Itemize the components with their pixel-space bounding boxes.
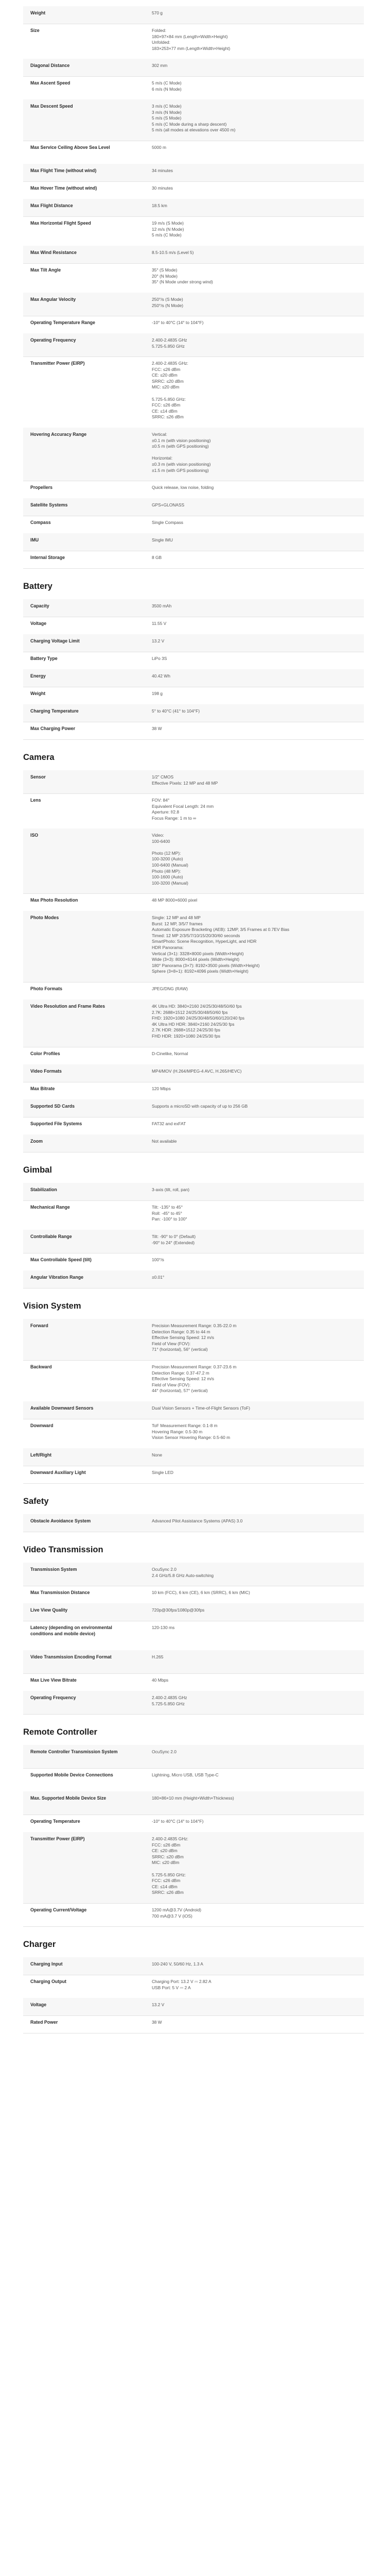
spec-row-operating-frequency	[23, 333, 364, 357]
spec-value: 302 mm	[152, 63, 168, 68]
spec-row-operating-temperature-range	[23, 316, 364, 334]
spec-label: Voltage	[30, 621, 47, 626]
spec-label: Max Horizontal Flight Speed	[30, 221, 91, 226]
spec-row-forward	[23, 1319, 364, 1361]
spec-value: 38 W	[152, 726, 162, 731]
section-title-charger: Charger	[23, 1940, 56, 1949]
spec-value: 35° (S Mode) 20° (N Mode) 35° (N Mode under strong wind)	[152, 267, 213, 285]
spec-row-stabilization	[23, 1183, 364, 1201]
spec-label: Supported File Systems	[30, 1121, 82, 1126]
spec-value: Precision Measurement Range: 0.35-22.0 m Detection Range: 0.35 to 44 m Effective Sensing Speed: 12 m/s Field of View (FOV): 71° (horizontal), 56° (vertical)	[152, 1323, 237, 1352]
spec-label: Max Hover Time (without wind)	[30, 185, 97, 191]
spec-label: Controllable Range	[30, 1234, 72, 1239]
spec-label: Operating Frequency	[30, 1695, 76, 1700]
spec-label: Max Ascent Speed	[30, 80, 71, 86]
spec-row-diagonal-distance	[23, 59, 364, 77]
section-title-camera: Camera	[23, 753, 55, 762]
spec-value: 10 km (FCC), 6 km (CE), 6 km (SRRC), 6 km (MIC)	[152, 1590, 250, 1595]
spec-label: Weight	[30, 10, 46, 15]
spec-value: Single: 12 MP and 48 MP Burst: 12 MP, 3/5/7 frames Automatic Exposure Bracketing (AEB): 12MP, 3/5 Frames at 0.7EV Bias Timed: 12 MP 2/3/5/7/10/15/20/30/60 seconds SmartPhoto: Scene Recognition, HyperLight, and HDR HDR Panorama: Vertical (3×1): 3328×8000 pixels (Width×Height) Wide (3×3): 8000×6144 pixels (Width×Height) 180° Panorama (3×7): 8192×3500 pixels (Width×Height) Sphere (3×8+1): 8192×4096 pixels (Width×Height)	[152, 915, 290, 974]
spec-label: Propellers	[30, 485, 53, 490]
spec-label: Supported SD Cards	[30, 1104, 75, 1109]
spec-label: Downward Auxiliary Light	[30, 1470, 86, 1475]
spec-value: 5 m/s (C Mode) 6 m/s (N Mode)	[152, 80, 182, 92]
spec-label: Video Transmission Encoding Format	[30, 1654, 112, 1659]
spec-row-satellite-systems	[23, 498, 364, 516]
spec-label: Angular Vibration Range	[30, 1275, 83, 1280]
spec-value: 3-axis (tilt, roll, pan)	[152, 1187, 190, 1192]
spec-value: 40 Mbps	[152, 1677, 169, 1683]
spec-value: 4K Ultra HD: 3840×2160 24/25/30/48/50/60 fps 2.7K: 2688×1512 24/25/30/48/50/60 fps FHD: 1920×1080 24/25/30/48/50/60/120/240 fps 4K Ultra HD HDR: 3840×2160 24/25/30 fps 2.7K HDR: 2688×1512 24/25/30 fps FHD HDR: 1920×1080 24/25/30 fps	[152, 1004, 244, 1039]
spec-label: Compass	[30, 520, 51, 525]
spec-value: Not available	[152, 1139, 177, 1144]
spec-label: Max Transmission Distance	[30, 1590, 90, 1595]
spec-label: Transmitter Power (EIRP)	[30, 361, 85, 366]
spec-row-battery-type	[23, 652, 364, 670]
spec-value: OcuSync 2.0	[152, 1749, 177, 1754]
spec-row-charging-voltage-limit	[23, 634, 364, 652]
spec-row-available-downward-sensors	[23, 1401, 364, 1419]
section-title-vision-system: Vision System	[23, 1301, 81, 1311]
spec-row-charging-output	[23, 1975, 364, 1998]
spec-label: Max Service Ceiling Above Sea Level	[30, 145, 110, 150]
spec-label: Forward	[30, 1323, 48, 1328]
spec-value: 2.400-2.4835 GHz: FCC: ≤26 dBm CE: ≤20 dBm SRRC: ≤20 dBm MIC: ≤20 dBm 5.725-5.850 GHz: FCC: ≤26 dBm CE: ≤14 dBm SRRC: ≤26 dBm	[152, 1836, 188, 1895]
spec-label: Obstacle Avoidance System	[30, 1518, 91, 1523]
spec-label: Max. Supported Mobile Device Size	[30, 1795, 107, 1801]
spec-label: Supported Mobile Device Connections	[30, 1772, 113, 1777]
spec-row-downward	[23, 1419, 364, 1449]
spec-label: Weight	[30, 691, 46, 696]
spec-row-max-supported-mobile-device-size	[23, 1791, 364, 1815]
spec-value: 3500 mAh	[152, 603, 172, 608]
spec-value: 11.55 V	[152, 621, 167, 626]
spec-value: H.265	[152, 1654, 164, 1659]
spec-label: Max Flight Time (without wind)	[30, 168, 97, 173]
spec-label: Energy	[30, 673, 46, 679]
spec-label: Stabilization	[30, 1187, 57, 1192]
spec-value: OcuSync 2.0 2.4 GHz/5.8 GHz Auto-switching	[152, 1567, 214, 1578]
spec-value: 2.400-2.4835 GHz: FCC: ≤26 dBm CE: ≤20 dBm SRRC: ≤20 dBm MIC: ≤20 dBm 5.725-5.850 GHz: FCC: ≤26 dBm CE: ≤14 dBm SRRC: ≤26 dBm	[152, 361, 188, 420]
spec-value: -10° to 40°C (14° to 104°F)	[152, 1819, 204, 1824]
spec-row-operating-current-voltage	[23, 1903, 364, 1927]
spec-row-weight	[23, 6, 364, 24]
spec-value: 8 GB	[152, 555, 162, 560]
spec-row-left-right	[23, 1448, 364, 1466]
spec-label: Charging Output	[30, 1979, 66, 1984]
spec-label: Max Charging Power	[30, 726, 76, 731]
spec-row-obstacle-avoidance-system	[23, 1514, 364, 1532]
spec-value: 34 minutes	[152, 168, 173, 173]
spec-row-charging-input	[23, 1957, 364, 1975]
spec-row-transmitter-power-eirp	[23, 1832, 364, 1904]
spec-label: Lens	[30, 798, 41, 803]
spec-row-max-descent-speed	[23, 99, 364, 141]
spec-label: Backward	[30, 1364, 52, 1369]
spec-label: Remote Controller Transmission System	[30, 1749, 118, 1754]
spec-label: Zoom	[30, 1139, 43, 1144]
spec-row-angular-vibration-range	[23, 1270, 364, 1289]
spec-row-operating-frequency	[23, 1691, 364, 1715]
spec-value: ToF Measurement Range: 0.1-8 m Hovering Range: 0.5-30 m Vision Sensor Hovering Range: 0.5-60 m	[152, 1423, 231, 1440]
spec-value: Single LED	[152, 1470, 173, 1475]
spec-row-compass	[23, 516, 364, 534]
spec-row-transmission-system	[23, 1563, 364, 1586]
spec-label: Max Tilt Angle	[30, 267, 61, 273]
spec-row-photo-formats	[23, 982, 364, 1000]
spec-value: 13.2 V	[152, 2002, 165, 2007]
spec-label: Video Resolution and Frame Rates	[30, 1004, 105, 1009]
spec-row-supported-mobile-device-connections	[23, 1768, 364, 1792]
spec-label: Internal Storage	[30, 555, 65, 560]
spec-value: 100-240 V, 50/60 Hz, 1.3 A	[152, 1961, 203, 1967]
spec-value: MP4/MOV (H.264/MPEG-4 AVC, H.265/HEVC)	[152, 1069, 242, 1074]
spec-value: GPS+GLONASS	[152, 502, 185, 507]
spec-row-weight	[23, 687, 364, 705]
spec-label: Max Live View Bitrate	[30, 1677, 77, 1683]
spec-label: ISO	[30, 833, 39, 838]
spec-label: Charging Input	[30, 1961, 63, 1967]
spec-value: Tilt: -135° to 45° Roll: -45° to 45° Pan: -100° to 100°	[152, 1205, 187, 1222]
spec-row-color-profiles	[23, 1047, 364, 1065]
spec-value: 3 m/s (C Mode) 3 m/s (N Mode) 5 m/s (S Mode) 5 m/s (C Mode during a sharp descent) 5 m/s (all modes at elevations over 4500 m)	[152, 104, 236, 133]
spec-label: Sensor	[30, 774, 46, 779]
spec-label: Battery Type	[30, 656, 58, 661]
spec-row-operating-temperature	[23, 1815, 364, 1833]
spec-value: Video: 100-6400 Photo (12 MP): 100-3200 (Auto) 100-6400 (Manual) Photo (48 MP): 100-1600 (Auto) 100-3200 (Manual)	[152, 833, 188, 886]
spec-value: Lightning, Micro USB, USB Type-C	[152, 1772, 219, 1777]
spec-value: FAT32 and exFAT	[152, 1121, 186, 1126]
spec-row-max-service-ceiling-above-sea-level	[23, 141, 364, 164]
spec-value: LiPo 3S	[152, 656, 167, 661]
spec-row-max-ascent-speed	[23, 76, 364, 100]
spec-row-video-resolution-and-frame-rates	[23, 999, 364, 1047]
spec-row-max-flight-time-without-wind	[23, 164, 364, 182]
spec-label: Operating Temperature Range	[30, 320, 95, 325]
spec-row-video-formats	[23, 1064, 364, 1082]
spec-value: Tilt: -90° to 0° (Default) -90° to 24° (Extended)	[152, 1234, 196, 1245]
spec-label: Max Angular Velocity	[30, 297, 76, 302]
spec-row-mechanical-range	[23, 1200, 364, 1230]
spec-row-remote-controller-transmission-system	[23, 1745, 364, 1769]
spec-label: Latency (depending on environmental conditions and mobile device)	[30, 1625, 112, 1636]
spec-label: Max Photo Resolution	[30, 897, 78, 903]
spec-value: FOV: 84° Equivalent Focal Length: 24 mm Aperture: f/2.8 Focus Range: 1 m to ∞	[152, 798, 214, 821]
spec-value: 30 minutes	[152, 185, 173, 191]
spec-row-controllable-range	[23, 1230, 364, 1253]
spec-row-max-horizontal-flight-speed	[23, 216, 364, 246]
spec-value: 19 m/s (S Mode) 12 m/s (N Mode) 5 m/s (C Mode)	[152, 221, 184, 238]
spec-label: Voltage	[30, 2002, 47, 2007]
spec-row-backward	[23, 1360, 364, 1402]
spec-row-internal-storage	[23, 551, 364, 569]
spec-label: Transmitter Power (EIRP)	[30, 1836, 85, 1841]
spec-label: Color Profiles	[30, 1051, 60, 1056]
spec-row-lens	[23, 793, 364, 829]
spec-value: Precision Measurement Range: 0.37-23.6 m Detection Range: 0.37-47.2 m Effective Sensing Speed: 12 m/s Field of View (FOV): 44° (horizontal), 57° (vertical)	[152, 1364, 237, 1394]
spec-row-imu	[23, 533, 364, 551]
spec-value: Supports a microSD with capacity of up to 256 GB	[152, 1104, 248, 1109]
spec-row-live-view-quality	[23, 1603, 364, 1621]
spec-row-zoom	[23, 1134, 364, 1153]
spec-row-max-photo-resolution	[23, 893, 364, 911]
spec-value: 2.400-2.4835 GHz 5.725-5.850 GHz	[152, 337, 187, 349]
spec-label: Charging Voltage Limit	[30, 638, 80, 643]
spec-value: D-Cinelike, Normal	[152, 1051, 188, 1056]
spec-value: 2.400-2.4835 GHz 5.725-5.850 GHz	[152, 1695, 187, 1706]
spec-label: Max Flight Distance	[30, 203, 73, 208]
spec-row-charging-temperature	[23, 704, 364, 722]
spec-label: Max Descent Speed	[30, 104, 73, 109]
spec-label: Mechanical Range	[30, 1205, 70, 1210]
spec-label: Satellite Systems	[30, 502, 68, 507]
spec-value: 100°/s	[152, 1257, 164, 1262]
spec-value: 120 Mbps	[152, 1086, 171, 1091]
spec-row-voltage	[23, 617, 364, 635]
spec-value: 250°/s (S Mode) 250°/s (N Mode)	[152, 297, 184, 308]
spec-row-max-transmission-distance	[23, 1586, 364, 1604]
spec-row-size	[23, 24, 364, 59]
spec-label: Max Bitrate	[30, 1086, 55, 1091]
spec-row-transmitter-power-eirp	[23, 357, 364, 428]
spec-label: Max Wind Resistance	[30, 250, 77, 255]
spec-row-sensor	[23, 770, 364, 794]
spec-label: Photo Modes	[30, 915, 59, 920]
spec-label: Operating Current/Voltage	[30, 1907, 87, 1912]
spec-value: Charging Port: 13.2 V ⎓ 2.82 A USB Port: 5 V ⎓ 2 A	[152, 1979, 212, 1990]
spec-value: JPEG/DNG (RAW)	[152, 986, 188, 991]
section-title-video-transmission: Video Transmission	[23, 1545, 103, 1554]
spec-value: Single IMU	[152, 537, 173, 543]
spec-label: Operating Frequency	[30, 337, 76, 343]
spec-label: Video Formats	[30, 1069, 62, 1074]
spec-label: Live View Quality	[30, 1607, 68, 1613]
spec-value: 40.42 Wh	[152, 673, 170, 679]
spec-label: IMU	[30, 537, 39, 543]
spec-label: Left/Right	[30, 1452, 52, 1458]
spec-value: 1200 mA@3.7V (Android) 700 mA@3.7 V (iOS)	[152, 1907, 202, 1919]
spec-value: 38 W	[152, 2020, 162, 2025]
spec-row-hovering-accuracy-range	[23, 428, 364, 481]
spec-value: Quick release, low noise, folding	[152, 485, 214, 490]
spec-label: Size	[30, 28, 40, 33]
spec-label: Diagonal Distance	[30, 63, 70, 68]
spec-label: Operating Temperature	[30, 1819, 80, 1824]
spec-row-capacity	[23, 599, 364, 617]
spec-row-rated-power	[23, 2015, 364, 2033]
spec-row-voltage	[23, 1998, 364, 2016]
section-title-gimbal: Gimbal	[23, 1165, 52, 1175]
section-title-battery: Battery	[23, 582, 52, 591]
spec-row-max-flight-distance	[23, 199, 364, 217]
spec-label: Downward	[30, 1423, 54, 1428]
spec-value: Dual Vision Sensors + Time-of-Flight Sensors (ToF)	[152, 1405, 250, 1411]
spec-label: Available Downward Sensors	[30, 1405, 94, 1411]
spec-value: -10° to 40°C (14° to 104°F)	[152, 320, 204, 325]
spec-value: 5000 m	[152, 145, 166, 150]
spec-label: Rated Power	[30, 2020, 58, 2025]
spec-row-video-transmission-encoding-format	[23, 1650, 364, 1674]
spec-row-max-controllable-speed-tilt	[23, 1253, 364, 1271]
spec-row-max-angular-velocity	[23, 293, 364, 316]
spec-label: Charging Temperature	[30, 708, 79, 714]
spec-row-supported-sd-cards	[23, 1099, 364, 1117]
spec-row-max-wind-resistance	[23, 246, 364, 264]
spec-value: 120-130 ms	[152, 1625, 175, 1630]
section-title-remote-controller: Remote Controller	[23, 1727, 97, 1737]
spec-label: Photo Formats	[30, 986, 63, 991]
section-title-safety: Safety	[23, 1497, 49, 1506]
spec-row-max-charging-power	[23, 722, 364, 740]
spec-value: 1/2" CMOS Effective Pixels: 12 MP and 48 MP	[152, 774, 218, 786]
spec-value: ±0.01°	[152, 1275, 165, 1280]
spec-row-photo-modes	[23, 911, 364, 982]
spec-value: Single Compass	[152, 520, 183, 525]
spec-value: 180×86×10 mm (Height×Width×Thickness)	[152, 1795, 234, 1801]
spec-value: Advanced Pilot Assistance Systems (APAS) 3.0	[152, 1518, 243, 1523]
spec-row-supported-file-systems	[23, 1117, 364, 1135]
spec-value: 48 MP 8000×6000 pixel	[152, 897, 198, 903]
spec-label: Capacity	[30, 603, 49, 608]
spec-value: 570 g	[152, 10, 163, 15]
spec-row-max-bitrate	[23, 1082, 364, 1100]
spec-row-max-live-view-bitrate	[23, 1673, 364, 1691]
spec-label: Hovering Accuracy Range	[30, 432, 87, 437]
spec-value: 720p@30fps/1080p@30fps	[152, 1607, 205, 1613]
spec-label: Max Controllable Speed (tilt)	[30, 1257, 92, 1262]
spec-value: Folded: 180×97×84 mm (Length×Width×Height) Unfolded: 183×253×77 mm (Length×Width×Height)	[152, 28, 231, 51]
spec-value: 198 g	[152, 691, 163, 696]
spec-row-iso	[23, 828, 364, 894]
spec-row-max-tilt-angle	[23, 263, 364, 293]
spec-row-max-hover-time-without-wind	[23, 181, 364, 199]
spec-value: 13.2 V	[152, 638, 165, 643]
spec-row-energy	[23, 669, 364, 687]
spec-value: 5° to 40°C (41° to 104°F)	[152, 708, 200, 714]
spec-value: Vertical: ±0.1 m (with vision positioning) ±0.5 m (with GPS positioning) Horizontal: ±0.3 m (with vision positioning) ±1.5 m (with GPS positioning)	[152, 432, 211, 473]
spec-value: 18.5 km	[152, 203, 167, 208]
spec-label: Transmission System	[30, 1567, 77, 1572]
spec-row-propellers	[23, 481, 364, 499]
spec-value: 8.5-10.5 m/s (Level 5)	[152, 250, 194, 255]
spec-row-downward-auxiliary-light	[23, 1466, 364, 1484]
spec-value: None	[152, 1452, 163, 1458]
spec-row-latency-depending-on-environmental-conditions-and-mobile-device	[23, 1621, 364, 1651]
